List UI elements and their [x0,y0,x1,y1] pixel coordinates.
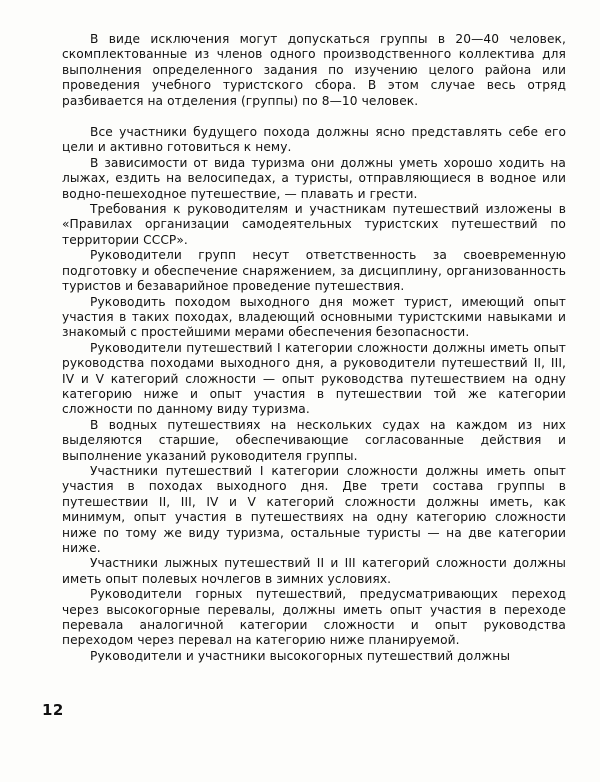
paragraph-high-mountain: Руководители и участники высокогорных путешествий должны [90,648,511,663]
paragraph-participants-goals: Все участники будущего похода должны ясно представлять себе его цели и активно готовиться к нему. [62,125,566,155]
paragraph-rules-reference: Требования к руководителям и участникам путешествий изложены в «Правилах организации самодеятельных туристских путешествий по территории СССР». [62,202,566,247]
paragraph-leader-responsibility: Руководители групп несут ответственность за своевременную подготовку и обеспечение снаряжением, за дисциплину, организованность туристов и безаварийное проведение путешествия. [62,248,566,294]
paragraph-leader-experience: Руководители путешествий I категории сложности должны иметь опыт руководства походами выходного дня, а руководители путешествий II, III, IV и V категорий сложности — опыт руководства путешествием на одну категорию ниже и опыт участия в путешествии той же категории сложности по данному виду туризма. [62,340,566,417]
paragraph-skills-by-type: В зависимости от вида туризма они должны уметь хорошо ходить на лыжах, ездить на велосипедах, а туристы, отправляющиеся в водное или водно-пешеходное путешествие, — плавать и грести. [62,155,566,201]
body-text [62,32,566,664]
paragraph-water-trips: В водных путешествиях на нескольких судах на каждом из них выделяются старшие, обеспечивающие согласованные действия и выполнение указаний руководителя группы. [62,417,566,463]
paragraph-ski-trips: Участники лыжных путешествий II и III категорий сложности должны иметь опыт полевых ночлегов в зимних условиях. [62,556,566,586]
page-number: 12 [42,701,64,719]
paragraph-participant-experience: Участники путешествий I категории сложности должны иметь опыт участия в походах выходного дня. Две трети состава группы в путешествии II, III, IV и V категорий сложности должны иметь, как минимум, опыт участия в путешествиях на одну категорию сложности ниже по тому же виду туризма, остальные туристы — на две категории ниже. [62,463,566,555]
paragraph-weekend-hike-leader: Руководить походом выходного дня может турист, имеющий опыт участия в таких походах, владеющий основными туристскими навыками и знакомый с простейшими мерами обеспечения безопасности. [62,294,566,340]
paragraph-mountain-leaders: Руководители горных путешествий, предусматривающих переход через высокогорные перевалы, должны иметь опыт участия в переходе перевала аналогичной категории сложности и опыт руководства переходом через перевал на категорию ниже планируемой. [62,587,566,648]
paragraph-group-exception: В виде исключения могут допускаться группы в 20—40 человек, скомплектованные из членов одного производственного коллектива для выполнения определенного задания по изучению целого района или проведения учебного туристского сбора. В этом случае весь отряд разбивается на отделения (группы) по 8—10 человек. [62,32,566,108]
